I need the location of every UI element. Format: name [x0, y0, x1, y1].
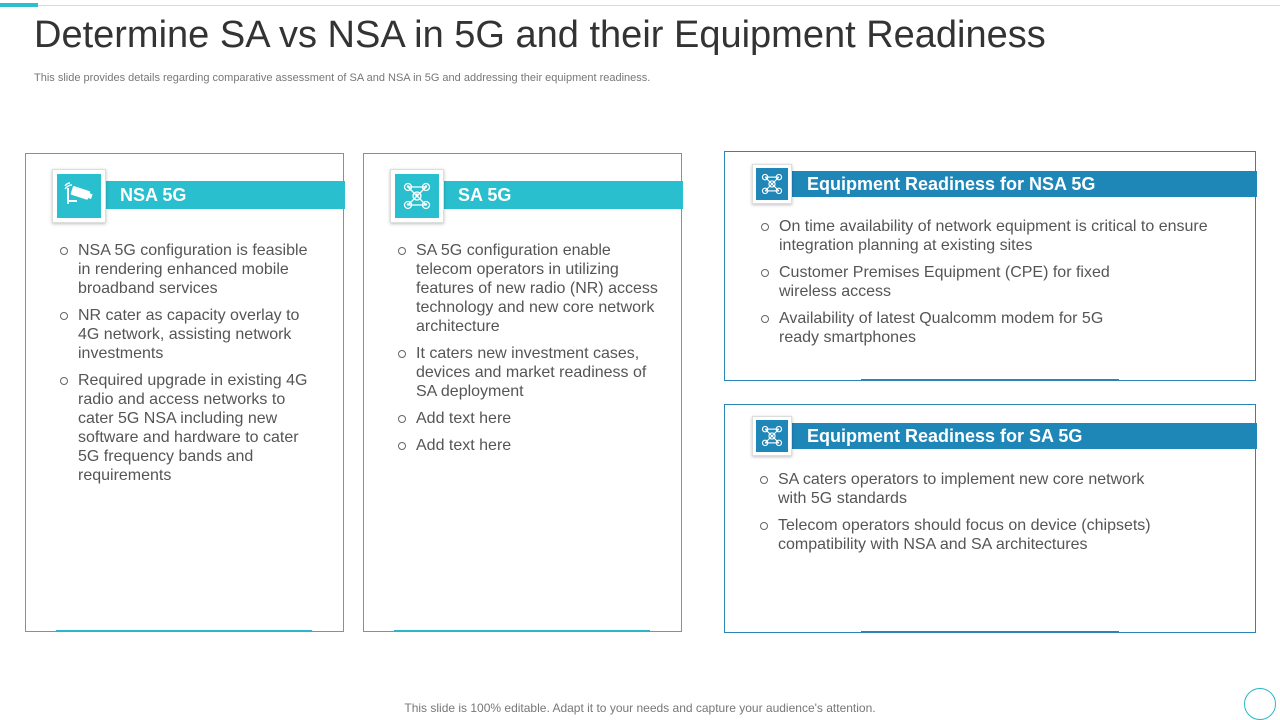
network-nodes-icon — [759, 423, 785, 449]
sa-5g-header-band — [404, 181, 683, 209]
list-item: Customer Premises Equipment (CPE) for fixed wireless access — [761, 263, 1119, 301]
nsa-5g-header-band — [66, 181, 345, 209]
equipment-sa-panel — [724, 404, 1256, 633]
equipment-nsa-points — [761, 217, 1221, 355]
panel-bottom-accent — [394, 630, 650, 632]
equipment-sa-icon-box — [752, 416, 792, 456]
panel-bottom-accent — [861, 379, 1119, 381]
list-item: NR cater as capacity overlay to 4G network, assisting network investments — [60, 306, 320, 363]
equipment-nsa-icon-box — [752, 164, 792, 204]
equipment-sa-heading: Equipment Readiness for SA 5G — [807, 426, 1083, 446]
sa-5g-panel — [363, 153, 682, 632]
top-accent-bar — [0, 3, 38, 7]
equipment-nsa-panel — [724, 151, 1256, 381]
network-nodes-icon — [400, 179, 434, 213]
equipment-nsa-header-band — [791, 171, 1257, 197]
slide-subtitle: This slide provides details regarding comparative assessment of SA and NSA in 5G and addressing their equipment readiness. — [34, 72, 651, 84]
list-item: Add text here — [398, 436, 658, 455]
network-nodes-icon — [759, 171, 785, 197]
nsa-5g-heading: NSA 5G — [120, 185, 187, 205]
list-item: Add text here — [398, 409, 658, 428]
list-item: Telecom operators should focus on device (chipsets) compatibility with NSA and SA architectures — [760, 516, 1160, 554]
slide-footer: This slide is 100% editable. Adapt it to your needs and capture your audience's attention. — [404, 701, 876, 715]
sa-5g-heading: SA 5G — [458, 185, 512, 205]
list-item: Required upgrade in existing 4G radio and access networks to cater 5G NSA including new software and hardware to cater 5G frequency bands and requirements — [60, 371, 320, 485]
nsa-5g-icon-box — [52, 169, 106, 223]
sa-5g-points — [398, 241, 658, 463]
list-item: On time availability of network equipment is critical to ensure integration planning at existing sites — [761, 217, 1221, 255]
list-item: SA caters operators to implement new core network with 5G standards — [760, 470, 1158, 508]
cctv-camera-icon — [63, 182, 95, 210]
panel-bottom-accent — [56, 630, 312, 632]
top-rule — [0, 5, 1280, 6]
list-item: SA 5G configuration enable telecom operators in utilizing features of new radio (NR) access technology and new core network architecture — [398, 241, 658, 336]
sa-5g-icon-box — [390, 169, 444, 223]
list-item: NSA 5G configuration is feasible in rendering enhanced mobile broadband services — [60, 241, 320, 298]
corner-circle-decoration — [1244, 688, 1276, 720]
equipment-sa-header-band — [791, 423, 1257, 449]
equipment-sa-points — [760, 470, 1160, 562]
list-item: Availability of latest Qualcomm modem for 5G ready smartphones — [761, 309, 1119, 347]
list-item: It caters new investment cases, devices and market readiness of SA deployment — [398, 344, 658, 401]
panel-bottom-accent — [861, 631, 1119, 633]
slide-title: Determine SA vs NSA in 5G and their Equipment Readiness — [34, 14, 1046, 56]
nsa-5g-points — [60, 241, 320, 493]
nsa-5g-panel — [25, 153, 344, 632]
equipment-nsa-heading: Equipment Readiness for NSA 5G — [807, 174, 1096, 194]
